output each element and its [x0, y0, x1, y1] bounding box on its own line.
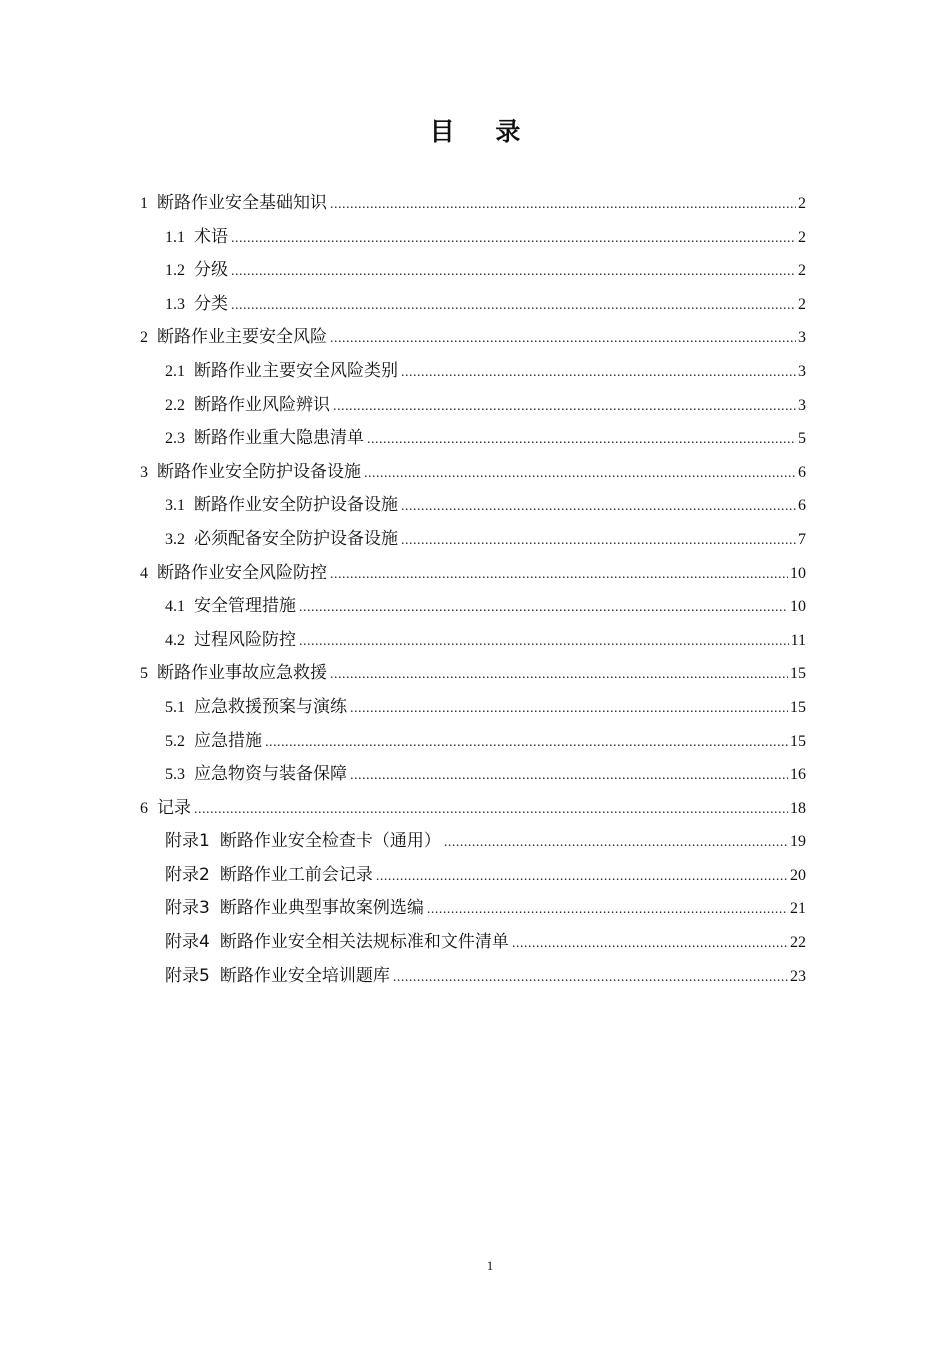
toc-entry-3[interactable] [140, 456, 806, 490]
toc-entry-title: 断路作业安全防护设备设施 [194, 495, 398, 516]
toc-entry-page: 22 [790, 934, 806, 952]
toc-entry-title: 必须配备安全防护设备设施 [194, 528, 398, 549]
dot-leader [512, 927, 788, 961]
toc-entry-page: 16 [790, 766, 806, 784]
toc-entry-title: 断路作业安全培训题库 [219, 965, 390, 986]
toc-entry-1-3[interactable] [140, 288, 806, 322]
dot-leader [367, 423, 796, 457]
toc-entry-number: 3 [140, 463, 148, 481]
toc-entry-page: 15 [790, 698, 806, 716]
toc-entry-title: 记录 [157, 797, 191, 818]
dot-leader [330, 188, 796, 222]
toc-entry-4[interactable] [140, 557, 806, 591]
toc-entry-number: 3.2 [165, 530, 185, 548]
dot-leader [444, 826, 788, 860]
toc-entry-title: 断路作业主要安全风险 [157, 327, 327, 348]
toc-entry-number: 5.3 [165, 766, 185, 784]
dot-leader [401, 490, 796, 524]
toc-entry-number: 5 [140, 665, 148, 683]
toc-entry-title: 分级 [194, 260, 228, 281]
toc-entry-number: 5.1 [165, 698, 185, 716]
toc-entry-appendix-1[interactable] [140, 825, 806, 859]
toc-entry-number: 附录1 [165, 831, 210, 852]
toc-entry-2-1[interactable] [140, 355, 806, 389]
dot-leader [401, 524, 796, 558]
toc-entry-number: 4.1 [165, 598, 185, 616]
toc-entry-number: 2.3 [165, 430, 185, 448]
toc-entry-page: 20 [790, 866, 806, 884]
toc-entry-number: 4 [140, 564, 148, 582]
dot-leader [231, 289, 796, 323]
toc-entry-title: 断路作业重大隐患清单 [194, 428, 364, 449]
toc-entry-title: 应急物资与装备保障 [194, 764, 347, 785]
toc-entry-title: 分类 [194, 293, 228, 314]
toc-entry-number: 4.2 [165, 631, 185, 649]
dot-leader [427, 893, 788, 927]
toc-entry-number: 1.1 [165, 228, 185, 246]
toc-entry-title: 断路作业安全防护设备设施 [157, 461, 361, 482]
toc-entry-page: 15 [790, 665, 806, 683]
toc-entry-number: 附录3 [165, 898, 210, 919]
toc-entry-1[interactable] [140, 187, 806, 221]
toc-entry-page: 3 [798, 329, 806, 347]
toc-entry-number: 2.2 [165, 396, 185, 414]
toc-entry-title: 安全管理措施 [194, 596, 296, 617]
table-of-contents [140, 187, 806, 993]
toc-entry-page: 3 [798, 396, 806, 414]
toc-entry-page: 18 [790, 799, 806, 817]
toc-entry-appendix-3[interactable] [140, 892, 806, 926]
toc-entry-title: 断路作业典型事故案例选编 [219, 898, 424, 919]
toc-entry-3-1[interactable] [140, 489, 806, 523]
toc-entry-5[interactable] [140, 657, 806, 691]
toc-entry-title: 断路作业安全基础知识 [157, 193, 327, 213]
toc-entry-title: 断路作业事故应急救援 [157, 663, 327, 684]
toc-entry-number: 5.2 [165, 732, 185, 750]
dot-leader [299, 625, 789, 659]
toc-entry-page: 10 [790, 598, 806, 616]
toc-entry-title: 断路作业安全检查卡（通用） [219, 831, 441, 852]
toc-entry-page: 6 [798, 463, 806, 481]
toc-entry-page: 15 [790, 732, 806, 750]
toc-entry-6[interactable] [140, 792, 806, 826]
toc-entry-number: 1 [140, 195, 148, 212]
dot-leader [333, 390, 796, 424]
toc-entry-5-3[interactable] [140, 758, 806, 792]
toc-entry-number: 1.3 [165, 295, 185, 313]
toc-entry-number: 3.1 [165, 497, 185, 515]
toc-entry-5-1[interactable] [140, 691, 806, 725]
toc-entry-number: 附录2 [165, 864, 210, 885]
toc-entry-title: 过程风险防控 [194, 629, 296, 650]
toc-entry-title: 断路作业主要安全风险类别 [194, 360, 398, 381]
dot-leader [364, 457, 796, 491]
toc-entry-number: 附录4 [165, 932, 210, 953]
dot-leader [231, 255, 796, 289]
toc-entry-4-2[interactable] [140, 624, 806, 658]
toc-entry-2-3[interactable] [140, 422, 806, 456]
dot-leader [330, 322, 796, 356]
dot-leader [299, 591, 788, 625]
toc-entry-title: 断路作业安全风险防控 [157, 562, 327, 583]
toc-entry-page: 2 [798, 195, 806, 212]
dot-leader [350, 692, 788, 726]
toc-entry-page: 11 [790, 631, 806, 649]
dot-leader [350, 759, 788, 793]
toc-entry-title: 断路作业工前会记录 [219, 864, 373, 885]
dot-leader [330, 558, 788, 592]
toc-entry-1-1[interactable] [140, 221, 806, 255]
toc-entry-page: 5 [798, 430, 806, 448]
toc-entry-number: 2 [140, 329, 148, 347]
dot-leader [231, 222, 796, 256]
toc-entry-title: 应急措施 [194, 730, 262, 751]
toc-entry-number: 6 [140, 799, 148, 817]
toc-entry-page: 21 [790, 900, 806, 918]
toc-entry-appendix-4[interactable] [140, 926, 806, 960]
toc-entry-page: 7 [798, 530, 806, 548]
toc-entry-number: 2.1 [165, 362, 185, 380]
toc-entry-page: 2 [798, 228, 806, 246]
toc-entry-page: 3 [798, 362, 806, 380]
dot-leader [376, 860, 788, 894]
toc-entry-3-2[interactable] [140, 523, 806, 557]
toc-entry-page: 6 [798, 497, 806, 515]
toc-entry-number: 1.2 [165, 262, 185, 280]
toc-entry-page: 10 [790, 564, 806, 582]
toc-entry-page: 23 [790, 967, 806, 985]
dot-leader [330, 658, 788, 692]
page-title: 目 录 [429, 117, 537, 146]
toc-entry-title: 断路作业安全相关法规标准和文件清单 [219, 932, 509, 953]
dot-leader [401, 356, 796, 390]
toc-entry-4-1[interactable] [140, 590, 806, 624]
toc-entry-title: 应急救援预案与演练 [194, 696, 347, 717]
toc-entry-page: 2 [798, 262, 806, 280]
page-number: 1 [486, 1258, 494, 1273]
dot-leader [393, 961, 788, 995]
toc-entry-title: 断路作业风险辨识 [194, 394, 330, 415]
toc-entry-page: 19 [790, 833, 806, 851]
toc-entry-2-2[interactable] [140, 389, 806, 423]
toc-entry-5-2[interactable] [140, 725, 806, 759]
toc-entry-1-2[interactable] [140, 254, 806, 288]
toc-entry-title: 术语 [194, 226, 228, 247]
toc-entry-appendix-2[interactable] [140, 859, 806, 893]
dot-leader [194, 793, 788, 827]
toc-entry-2[interactable] [140, 321, 806, 355]
toc-entry-page: 2 [798, 295, 806, 313]
toc-entry-appendix-5[interactable] [140, 960, 806, 994]
dot-leader [265, 726, 788, 760]
toc-entry-number: 附录5 [165, 965, 210, 986]
